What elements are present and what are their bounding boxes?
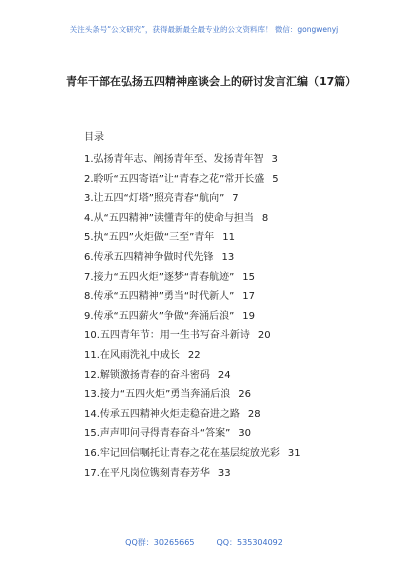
document-title: 青年干部在弘扬五四精神座谈会上的研讨发言汇编（17篇） (66, 75, 357, 88)
toc-item-title: 4.从“五四精神”读懂青年的使命与担当 (84, 212, 254, 224)
toc-item-page-number: 33 (217, 467, 231, 479)
toc-list (84, 150, 384, 483)
qq-number: QQ：535304092 (216, 538, 283, 547)
toc-item (84, 464, 384, 484)
toc-item (84, 444, 384, 464)
toc-item-page-number: 11 (222, 232, 235, 244)
toc-item-title: 12.解锁激扬青春的奋斗密码 (84, 369, 210, 381)
toc-item-title: 13.接力“五四火炬”勇当奔涌后浪 (84, 389, 231, 401)
toc-item-page-number: 24 (217, 369, 231, 381)
toc-item (84, 287, 384, 307)
toc-item-title: 14.传承五四精神火炬走稳奋进之路 (84, 408, 240, 420)
toc-item-title: 15.声声叩问寻得青春奋斗“答案” (84, 428, 231, 440)
toc-item-page-number: 22 (187, 349, 201, 361)
toc-item (84, 189, 384, 209)
toc-item-title: 11.在风雨洗礼中成长 (84, 349, 180, 361)
toc-item-title: 2.聆听“五四寄语”让“青春之花”常开长盛 (84, 173, 265, 185)
toc-item-page-number: 28 (247, 408, 261, 420)
toc-item (84, 248, 384, 268)
toc-item (84, 150, 384, 170)
toc-item-title: 1.弘扬青年志、阐扬青年至、发扬青年智 (84, 154, 264, 165)
toc-item-title: 7.接力“五四火炬”逐梦“青春航迹” (84, 271, 235, 283)
toc-item (84, 307, 384, 327)
toc-item-title: 8.传承“五四精神”勇当“时代新人” (84, 291, 235, 303)
toc-item-title: 6.传承五四精神争做时代先锋 (84, 251, 214, 263)
toc-item (84, 268, 384, 288)
toc-item-page-number: 17 (242, 291, 255, 303)
toc-item-page-number: 3 (271, 154, 278, 165)
toc-item-title: 3.让五四“灯塔”照亮青春“航向” (84, 193, 225, 205)
qq-group-number: QQ群：30265665 (125, 538, 195, 547)
toc-item (84, 385, 384, 405)
toc-item (84, 170, 384, 190)
toc-item-page-number: 20 (257, 330, 271, 342)
toc-item-page-number: 19 (242, 310, 255, 322)
toc-item-title: 10.五四青年节：用一生书写奋斗新诗 (84, 330, 250, 342)
toc-item (84, 346, 384, 366)
toc-item-page-number: 31 (287, 447, 301, 459)
toc-item-title: 17.在平凡岗位镌刻青春芳华 (84, 467, 210, 479)
toc-item (84, 405, 384, 425)
toc-item-page-number: 7 (232, 193, 239, 205)
toc-item (84, 424, 384, 444)
toc-item-title: 5.执“五四”火炬做“三至”青年 (84, 232, 215, 244)
toc-item-page-number: 30 (238, 428, 251, 440)
promo-footer (0, 537, 408, 548)
toc-item-page-number: 8 (261, 212, 269, 224)
toc-item (84, 366, 384, 386)
toc-item (84, 209, 384, 229)
toc-heading: 目录 (84, 132, 104, 143)
toc-item (84, 228, 384, 248)
table-of-contents (84, 128, 384, 483)
toc-item-page-number: 15 (242, 271, 255, 283)
toc-item-page-number: 13 (221, 251, 235, 263)
toc-item (84, 326, 384, 346)
toc-item-title: 16.牢记回信嘱托让青春之花在基层绽放光彩 (84, 447, 280, 459)
toc-item-title: 9.传承“五四薪火”争做“奔涌后浪” (84, 310, 235, 322)
toc-item-page-number: 5 (272, 173, 279, 185)
promo-header: 关注头条号“公文研究”，获得最新最全最专业的公文资料库！ 微信：gongwenyj (69, 25, 339, 34)
toc-item-page-number: 26 (238, 389, 251, 401)
